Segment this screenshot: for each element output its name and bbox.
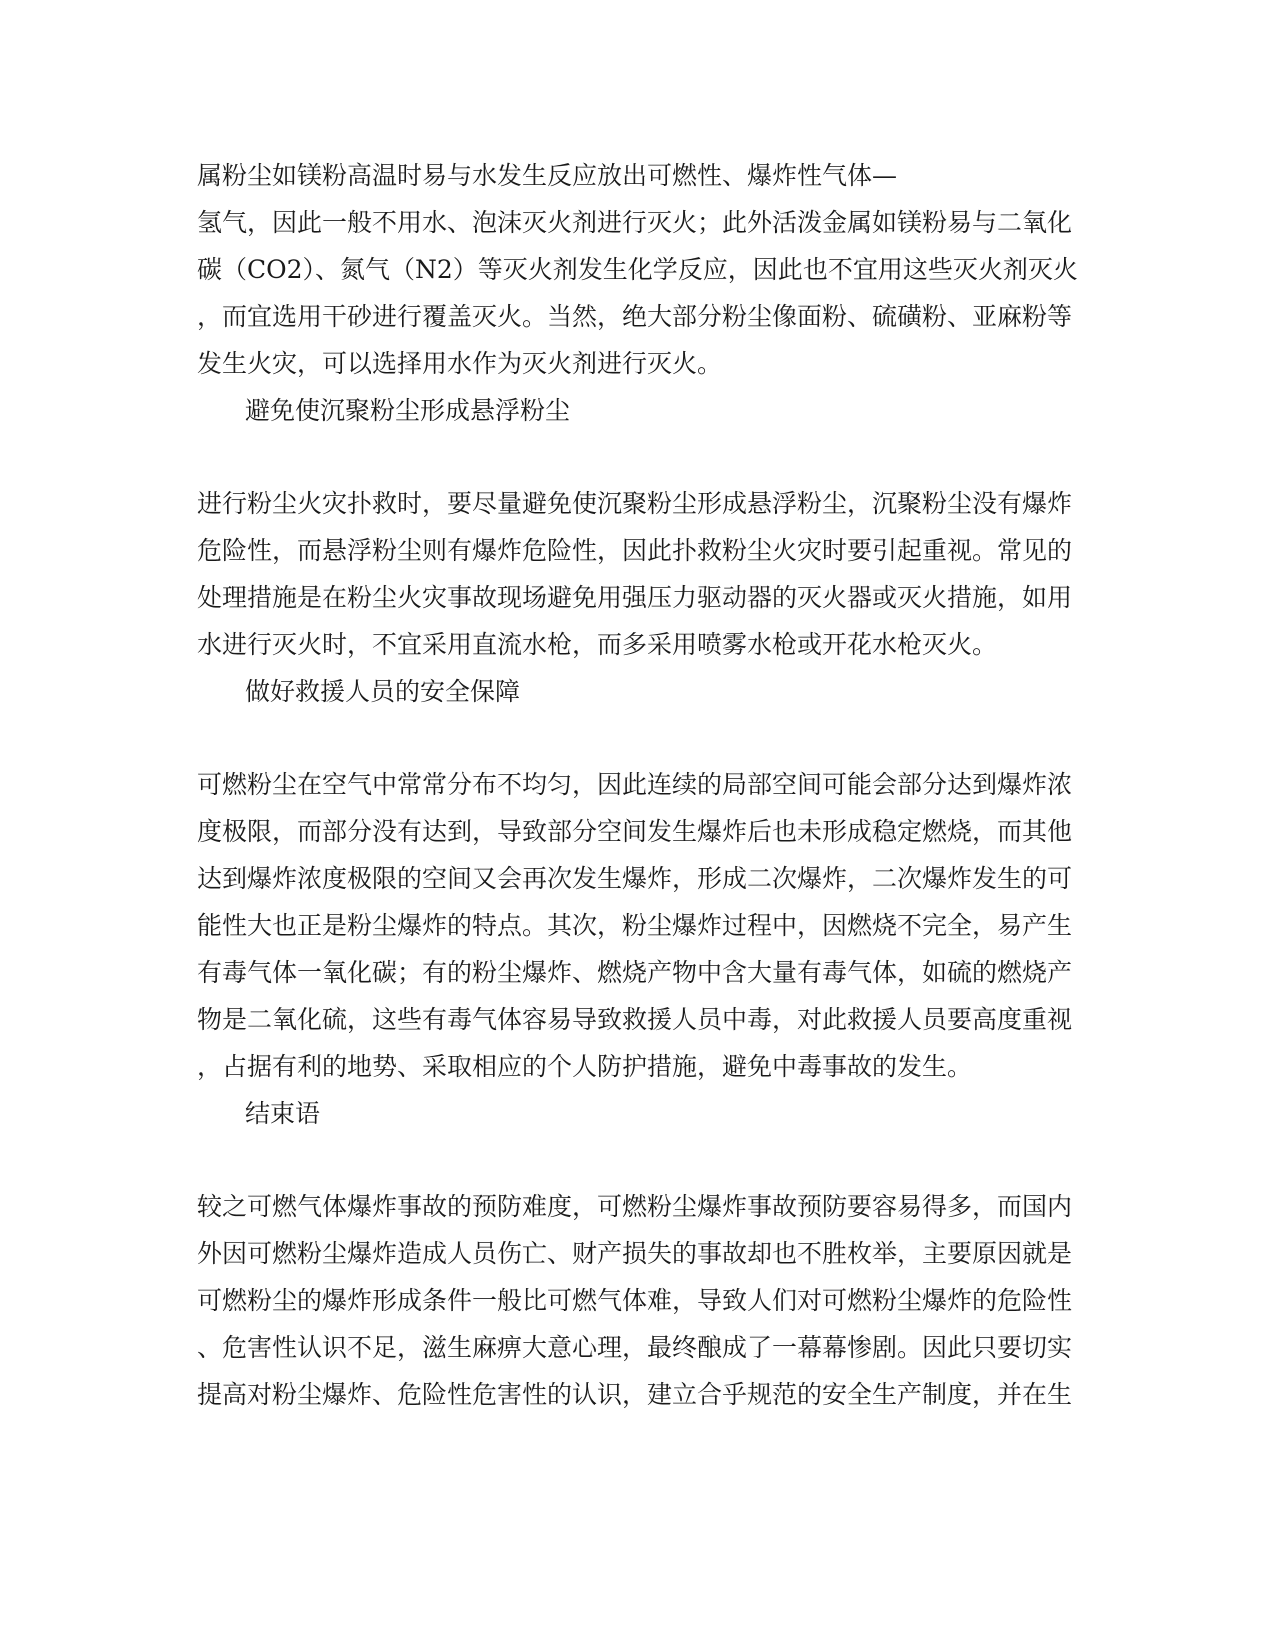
paragraph-line: 碳（CO2）、氮气（N2）等灭火剂发生化学反应，因此也不宜用这些灭火剂灭火 — [197, 255, 1078, 284]
paragraph-line: 度极限，而部分没有达到，导致部分空间发生爆炸后也未形成稳定燃烧，而其他 — [197, 817, 1073, 846]
paragraph-line: 达到爆炸浓度极限的空间又会再次发生爆炸，形成二次爆炸，二次爆炸发生的可 — [197, 864, 1073, 893]
paragraph-line: 处理措施是在粉尘火灾事故现场避免用强压力驱动器的灭火器或灭火措施，如用 — [197, 583, 1073, 612]
paragraph-line: 有毒气体一氧化碳；有的粉尘爆炸、燃烧产物中含大量有毒气体，如硫的燃烧产 — [197, 958, 1073, 987]
paragraph-line: 可燃粉尘在空气中常常分布不均匀，因此连续的局部空间可能会部分达到爆炸浓 — [197, 770, 1073, 799]
paragraph-line: 能性大也正是粉尘爆炸的特点。其次，粉尘爆炸过程中，因燃烧不完全，易产生 — [197, 911, 1073, 940]
section-heading: 结束语 — [245, 1099, 321, 1128]
paragraph-line: 水进行灭火时，不宜采用直流水枪，而多采用喷雾水枪或开花水枪灭火。 — [197, 630, 998, 659]
paragraph-line: 外因可燃粉尘爆炸造成人员伤亡、财产损失的事故却也不胜枚举，主要原因就是 — [197, 1239, 1073, 1268]
section-heading: 做好救援人员的安全保障 — [245, 677, 521, 706]
paragraph-line: 、危害性认识不足，滋生麻痹大意心理，最终酿成了一幕幕惨剧。因此只要切实 — [197, 1333, 1073, 1362]
paragraph-line: 可燃粉尘的爆炸形成条件一般比可燃气体难，导致人们对可燃粉尘爆炸的危险性 — [197, 1286, 1073, 1315]
paragraph-line: ，而宜选用干砂进行覆盖灭火。当然，绝大部分粉尘像面粉、硫磺粉、亚麻粉等 — [197, 302, 1073, 331]
paragraph-line: 危险性，而悬浮粉尘则有爆炸危险性，因此扑救粉尘火灾时要引起重视。常见的 — [197, 536, 1073, 565]
paragraph-line: 氢气，因此一般不用水、泡沫灭火剂进行灭火；此外活泼金属如镁粉易与二氧化 — [197, 208, 1073, 237]
paragraph-line: 进行粉尘火灾扑救时，要尽量避免使沉聚粉尘形成悬浮粉尘，沉聚粉尘没有爆炸 — [197, 489, 1073, 518]
paragraph-line: ，占据有利的地势、采取相应的个人防护措施，避免中毒事故的发生。 — [197, 1052, 973, 1081]
paragraph-line: 属粉尘如镁粉高温时易与水发生反应放出可燃性、爆炸性气体— — [197, 161, 898, 190]
paragraph-line: 发生火灾，可以选择用水作为灭火剂进行灭火。 — [197, 349, 723, 378]
paragraph-line: 较之可燃气体爆炸事故的预防难度，可燃粉尘爆炸事故预防要容易得多，而国内 — [197, 1192, 1073, 1221]
paragraph-line: 物是二氧化硫，这些有毒气体容易导致救援人员中毒，对此救援人员要高度重视 — [197, 1005, 1073, 1034]
paragraph-line: 提高对粉尘爆炸、危险性危害性的认识，建立合乎规范的安全生产制度，并在生 — [197, 1380, 1073, 1409]
section-heading: 避免使沉聚粉尘形成悬浮粉尘 — [245, 396, 571, 425]
